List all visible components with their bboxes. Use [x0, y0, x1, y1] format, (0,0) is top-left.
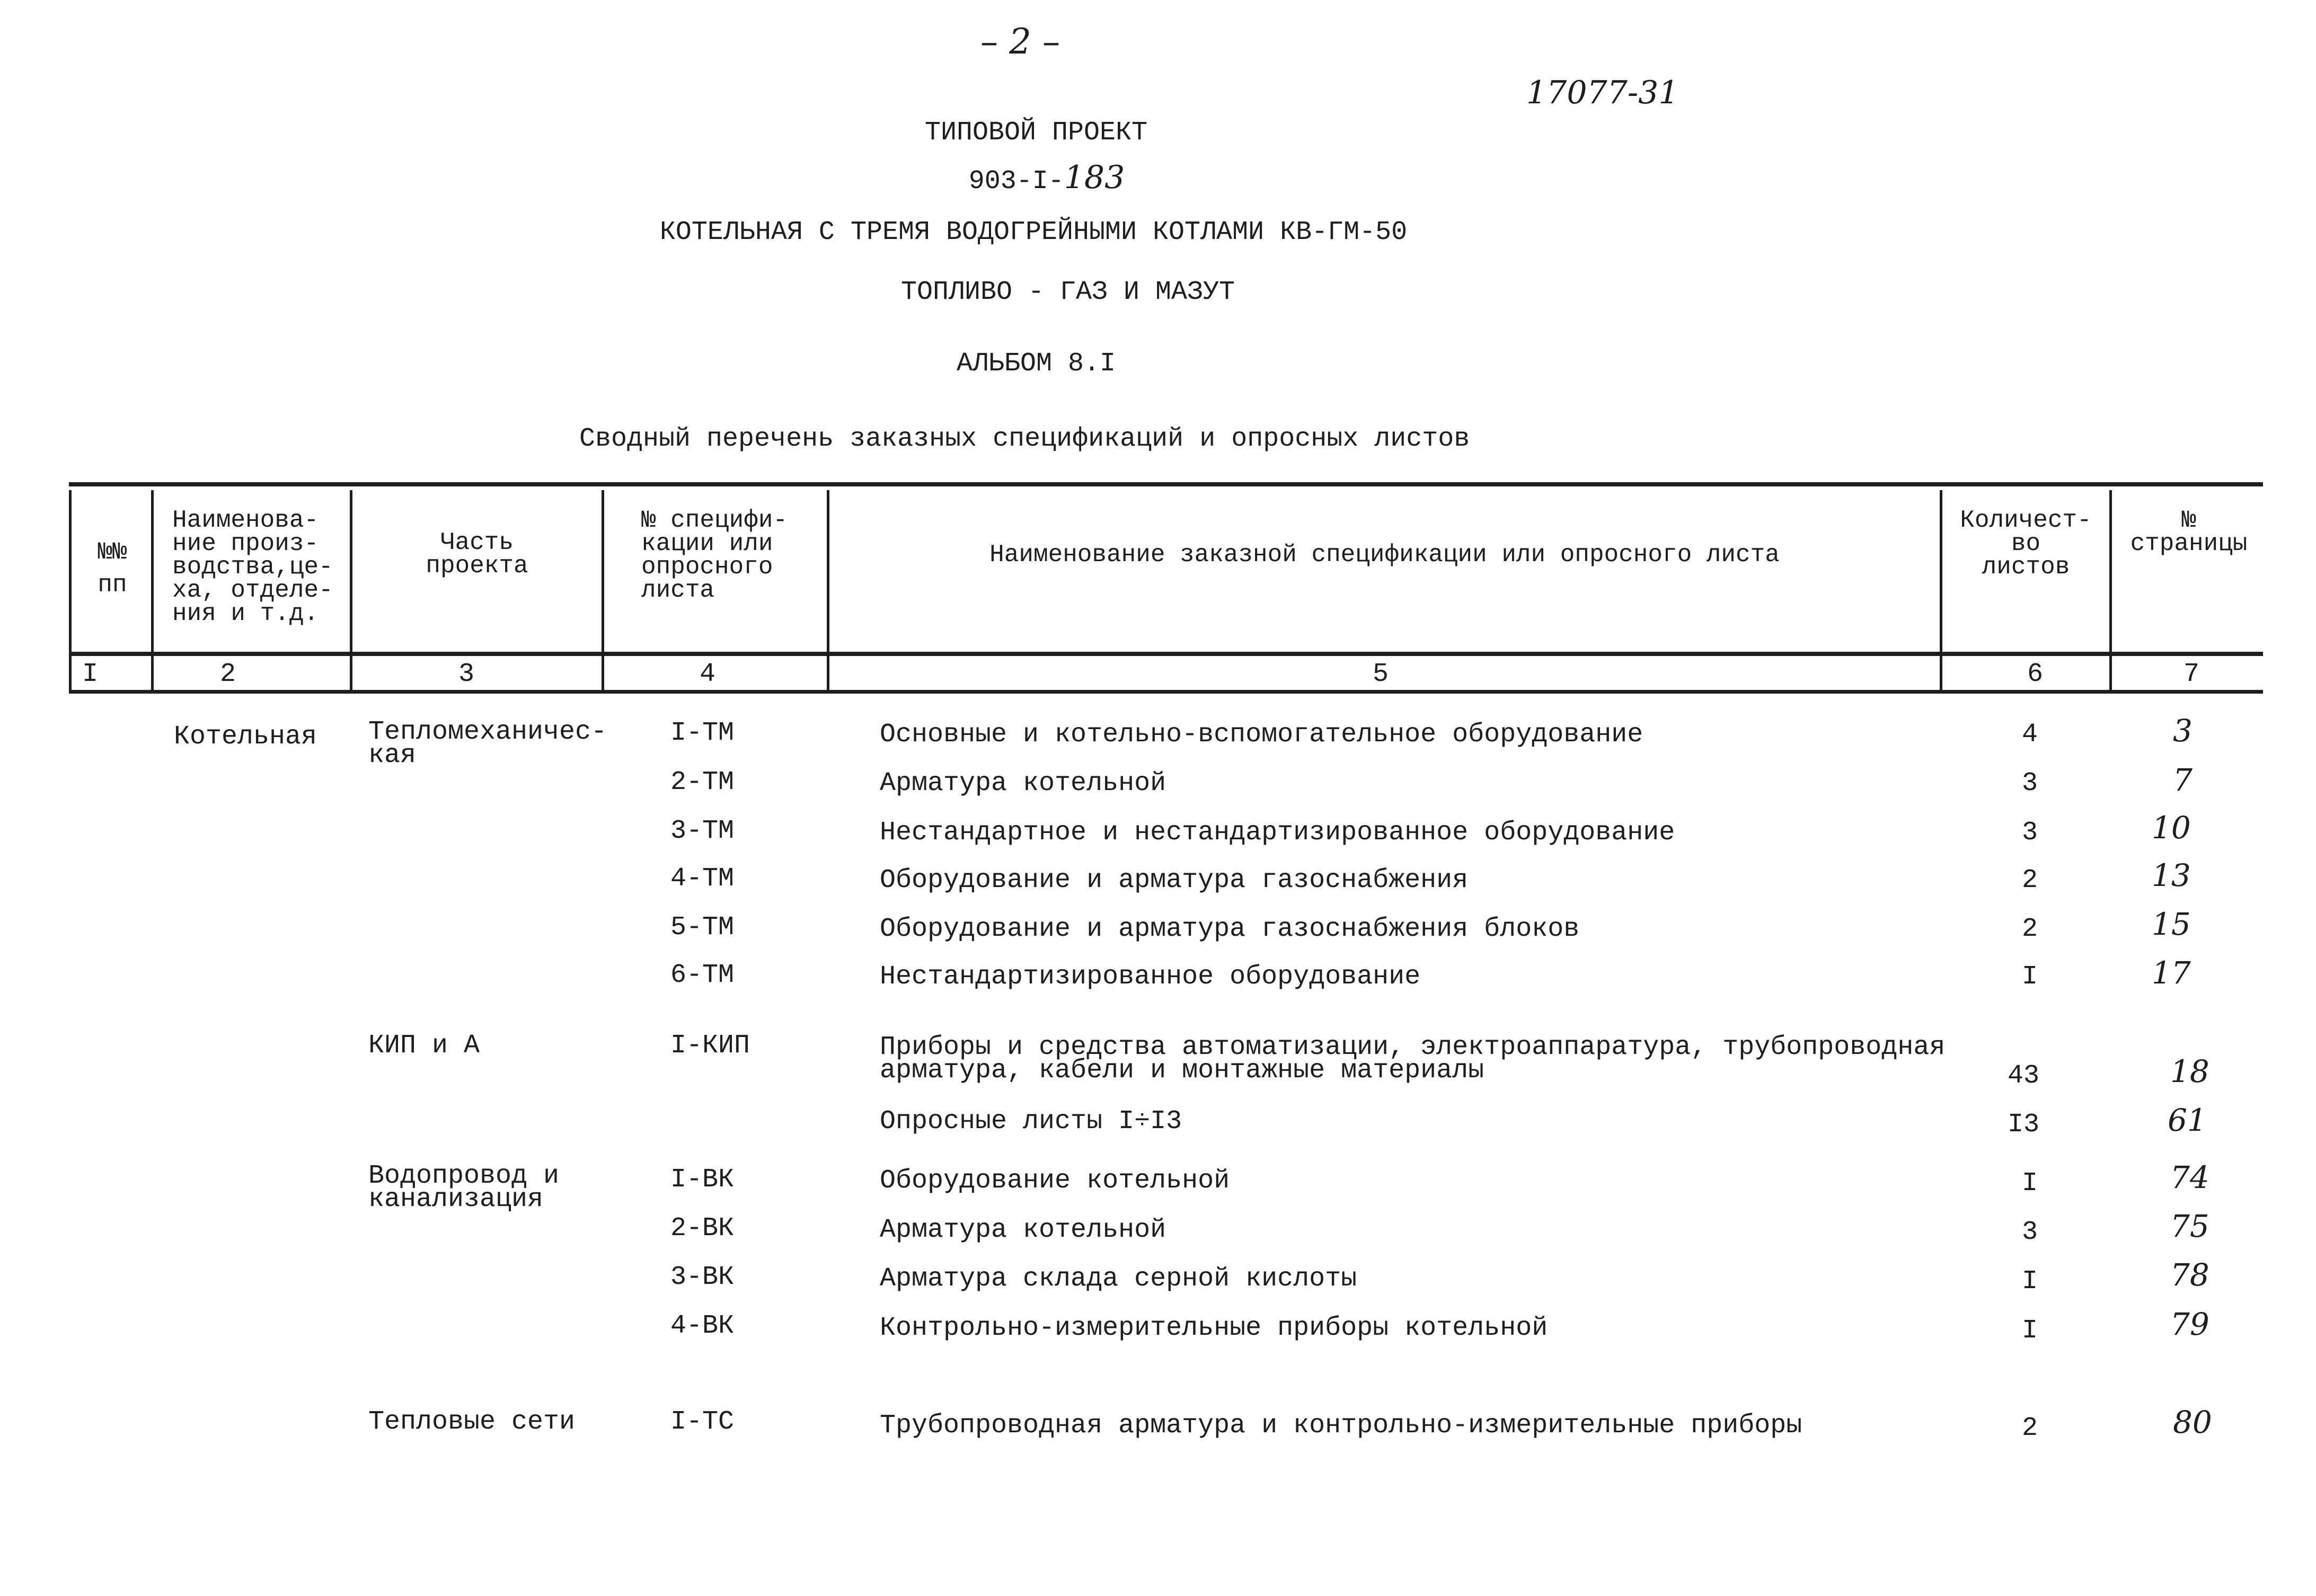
- spec-table-header: [69, 482, 2263, 697]
- col-number: 5: [1372, 659, 1389, 689]
- header-col-2: Наименова- ние произ- водства,це- ха, отделе- ния и т.д.: [172, 507, 333, 627]
- page-ref: 17: [2152, 955, 2191, 991]
- spec-name: Оборудование и арматура газоснабжения: [880, 865, 1469, 895]
- project-number-prefix: 903-I-: [968, 166, 1064, 197]
- sheet-count: 3: [2021, 818, 2038, 848]
- col-divider: [1940, 490, 1942, 690]
- col-number: I: [82, 659, 99, 689]
- header-fuel: ТОПЛИВО - ГАЗ И МАЗУТ: [900, 277, 1235, 307]
- sheet-count: 3: [2021, 768, 2038, 799]
- header-col-5: Наименование заказной спецификации или опросного листа: [989, 541, 1780, 569]
- header-album: АЛЬБОМ 8.I: [956, 349, 1116, 379]
- spec-name: Нестандартизированное оборудование: [880, 962, 1421, 992]
- sheet-count: I: [2021, 962, 2038, 992]
- table-middle-rule: [69, 652, 2263, 656]
- spec-code: 3-ТМ: [670, 816, 735, 846]
- col-divider: [2109, 490, 2112, 690]
- header-col-4: № специфи- кации или опросного листа: [641, 507, 788, 604]
- col-number: 4: [699, 659, 716, 689]
- part-name-thermomech: Тепломеханичес- кая: [368, 717, 607, 770]
- table-bottom-rule: [69, 690, 2263, 694]
- production-name: Котельная: [174, 722, 317, 752]
- spec-code: 4-ВК: [670, 1311, 735, 1341]
- header-col-7: № страницы: [2130, 507, 2248, 557]
- sheet-count: I: [2021, 1168, 2038, 1199]
- spec-name: Опросные листы I÷I3: [880, 1106, 1182, 1137]
- spec-name: Приборы и средства автоматизации, электроаппаратура, трубопроводная арматура, кабели и монтажные материалы: [880, 1032, 1946, 1086]
- spec-code: 2-ТМ: [670, 767, 735, 797]
- spec-name: Трубопроводная арматура и контрольно-измерительные приборы: [880, 1411, 1802, 1441]
- col-divider: [350, 490, 352, 690]
- spec-code: I-ТС: [670, 1407, 735, 1437]
- header-boiler-title: КОТЕЛЬНАЯ С ТРЕМЯ ВОДОГРЕЙНЫМИ КОТЛАМИ КВ-ГМ-50: [659, 217, 1408, 247]
- page-ref: 7: [2173, 762, 2193, 798]
- part-name-kip: КИП и А: [368, 1031, 480, 1061]
- col-divider: [827, 490, 829, 690]
- header-col-3: Часть проекта: [426, 529, 528, 580]
- header-type-project: ТИПОВОЙ ПРОЕКТ: [924, 118, 1148, 148]
- sheet-count: 43: [2007, 1061, 2040, 1091]
- page-ref: 61: [2168, 1102, 2207, 1138]
- page-number: – 2 –: [980, 21, 1060, 62]
- col-divider: [69, 490, 72, 690]
- page-ref: 15: [2152, 906, 2191, 942]
- page-ref: 75: [2170, 1208, 2209, 1244]
- spec-name: Оборудование котельной: [880, 1166, 1230, 1196]
- spec-name: Основные и котельно-вспомогательное оборудование: [880, 720, 1643, 750]
- col-divider: [602, 490, 604, 690]
- spec-name: Арматура склада серной кислоты: [880, 1264, 1357, 1294]
- list-title: Сводный перечень заказных спецификаций и опросных листов: [579, 424, 1470, 454]
- sheet-count: 2: [2021, 865, 2038, 895]
- page-ref: 10: [2152, 810, 2191, 846]
- col-number: 3: [458, 659, 475, 689]
- page-ref: 79: [2170, 1306, 2209, 1342]
- project-number-handwritten: 183: [1064, 159, 1125, 196]
- page-ref: 78: [2170, 1257, 2209, 1293]
- spec-name: Оборудование и арматура газоснабжения блоков: [880, 914, 1580, 944]
- sheet-count: I: [2021, 1266, 2038, 1297]
- col-number: 7: [2183, 659, 2200, 689]
- sheet-count: 2: [2021, 914, 2038, 944]
- sheet-count: I: [2021, 1316, 2038, 1346]
- spec-name: Нестандартное и нестандартизированное оборудование: [880, 818, 1675, 848]
- sheet-count: I3: [2007, 1110, 2040, 1140]
- table-top-rule: [69, 482, 2263, 486]
- sheet-count: 3: [2021, 1217, 2038, 1247]
- page-ref: 80: [2173, 1404, 2212, 1440]
- header-col-6: Количест- во листов: [1960, 507, 2092, 581]
- spec-code: 6-ТМ: [670, 960, 735, 990]
- part-name-heat-networks: Тепловые сети: [368, 1407, 576, 1437]
- spec-name: Контрольно-измерительные приборы котельной: [880, 1313, 1548, 1343]
- spec-code: I-КИП: [670, 1031, 750, 1061]
- page-ref: 74: [2170, 1159, 2209, 1195]
- col-number: 6: [2027, 659, 2044, 689]
- page-ref: 3: [2173, 713, 2193, 749]
- page-ref: 18: [2170, 1053, 2209, 1089]
- col-divider: [151, 490, 154, 690]
- spec-code: I-ВК: [670, 1165, 735, 1195]
- document-code: 17077-31: [1526, 74, 1679, 111]
- spec-name: Арматура котельной: [880, 1215, 1166, 1245]
- sheet-count: 4: [2021, 720, 2038, 750]
- header-project-number: [969, 159, 1125, 197]
- spec-code: 2-ВК: [670, 1213, 735, 1244]
- spec-code: 3-ВК: [670, 1262, 735, 1292]
- page-ref: 13: [2152, 857, 2191, 893]
- col-number: 2: [219, 659, 236, 689]
- spec-code: 4-ТМ: [670, 864, 735, 894]
- spec-name: Арматура котельной: [880, 768, 1166, 799]
- part-name-water: Водопровод и канализация: [368, 1161, 560, 1214]
- header-col-1: №№ пп: [98, 538, 127, 599]
- spec-code: 5-ТМ: [670, 912, 735, 943]
- sheet-count: 2: [2021, 1413, 2038, 1443]
- spec-code: I-ТМ: [670, 718, 735, 748]
